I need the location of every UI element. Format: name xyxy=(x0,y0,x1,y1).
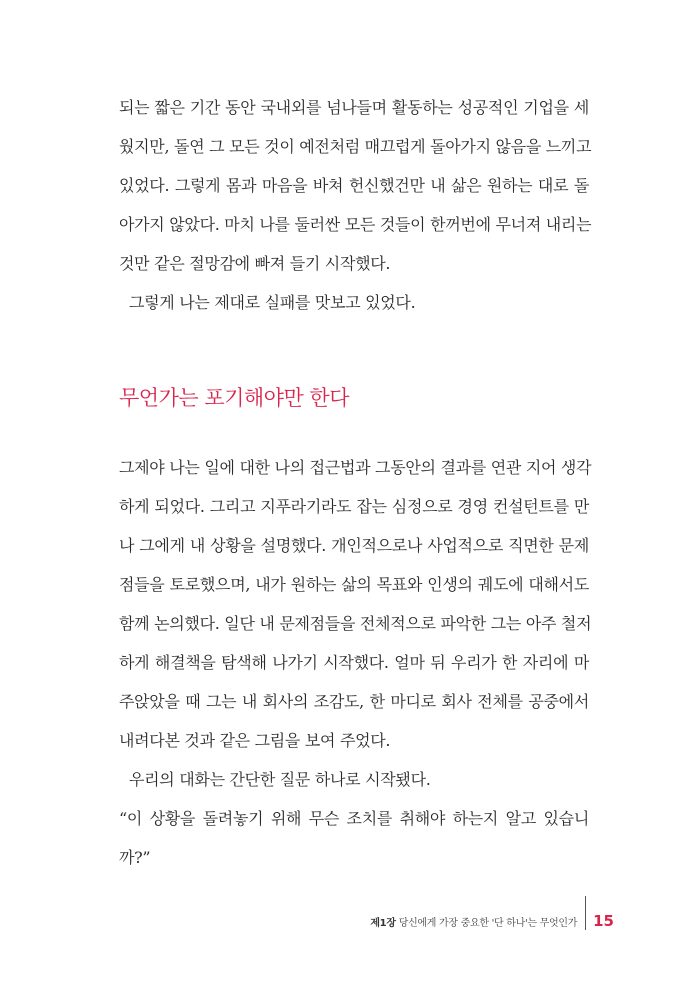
body-line: 함께 논의했다. 일단 내 문제점들을 전체적으로 파악한 그는 아주 철저 xyxy=(119,614,592,633)
body-line: 하게 해결책을 탐색해 나가기 시작했다. 얼마 뒤 우리가 한 자리에 마 xyxy=(119,653,589,672)
body-line: 것만 같은 절망감에 빠져 들기 시작했다. xyxy=(119,254,391,273)
running-header xyxy=(370,914,577,929)
body-line: 나 그에게 내 상황을 설명했다. 개인적으로나 사업적으로 직면한 문제 xyxy=(119,536,589,555)
chapter-label: 제1장 xyxy=(370,917,396,929)
body-line: 우리의 대화는 간단한 질문 하나로 시작됐다. xyxy=(129,770,431,789)
body-line: 있었다. 그렇게 몸과 마음을 바쳐 헌신했건만 내 삶은 원하는 대로 돌 xyxy=(119,176,589,195)
body-line: 그렇게 나는 제대로 실패를 맛보고 있었다. xyxy=(129,293,416,312)
section-heading: 무언가는 포기해야만 한다 xyxy=(119,386,349,410)
body-line: 점들을 토로했으며, 내가 원하는 삶의 목표와 인생의 궤도에 대해서도 xyxy=(119,575,589,594)
body-line: 하게 되었다. 그리고 지푸라기라도 잡는 심정으로 경영 컨설턴트를 만 xyxy=(119,497,589,516)
quote-line: 까?” xyxy=(119,848,151,867)
body-line: 그제야 나는 일에 대한 나의 접근법과 그동안의 결과를 연관 지어 생각 xyxy=(119,458,592,477)
footer-divider xyxy=(585,896,586,930)
page-footer xyxy=(370,904,614,938)
body-line: 내려다본 것과 같은 그림을 보여 주었다. xyxy=(119,731,391,750)
body-line: 아가지 않았다. 마치 나를 둘러싼 모든 것들이 한꺼번에 무너져 내리는 xyxy=(119,215,592,234)
paragraph-block-1 xyxy=(119,88,592,322)
quote-line: “이 상황을 돌려놓기 위해 무슨 조치를 취해야 하는지 알고 있습니 xyxy=(119,809,589,828)
page-number: 15 xyxy=(593,912,614,930)
body-line: 주앉았을 때 그는 내 회사의 조감도, 한 마디로 회사 전체를 공중에서 xyxy=(119,692,589,711)
paragraph-block-2 xyxy=(119,448,592,877)
body-line: 웠지만, 돌연 그 모든 것이 예전처럼 매끄럽게 돌아가지 않음을 느끼고 xyxy=(119,137,592,156)
body-line: 되는 짧은 기간 동안 국내외를 넘나들며 활동하는 성공적인 기업을 세 xyxy=(119,98,589,117)
chapter-title: 당신에게 가장 중요한 '단 하나'는 무엇인가 xyxy=(398,917,578,929)
